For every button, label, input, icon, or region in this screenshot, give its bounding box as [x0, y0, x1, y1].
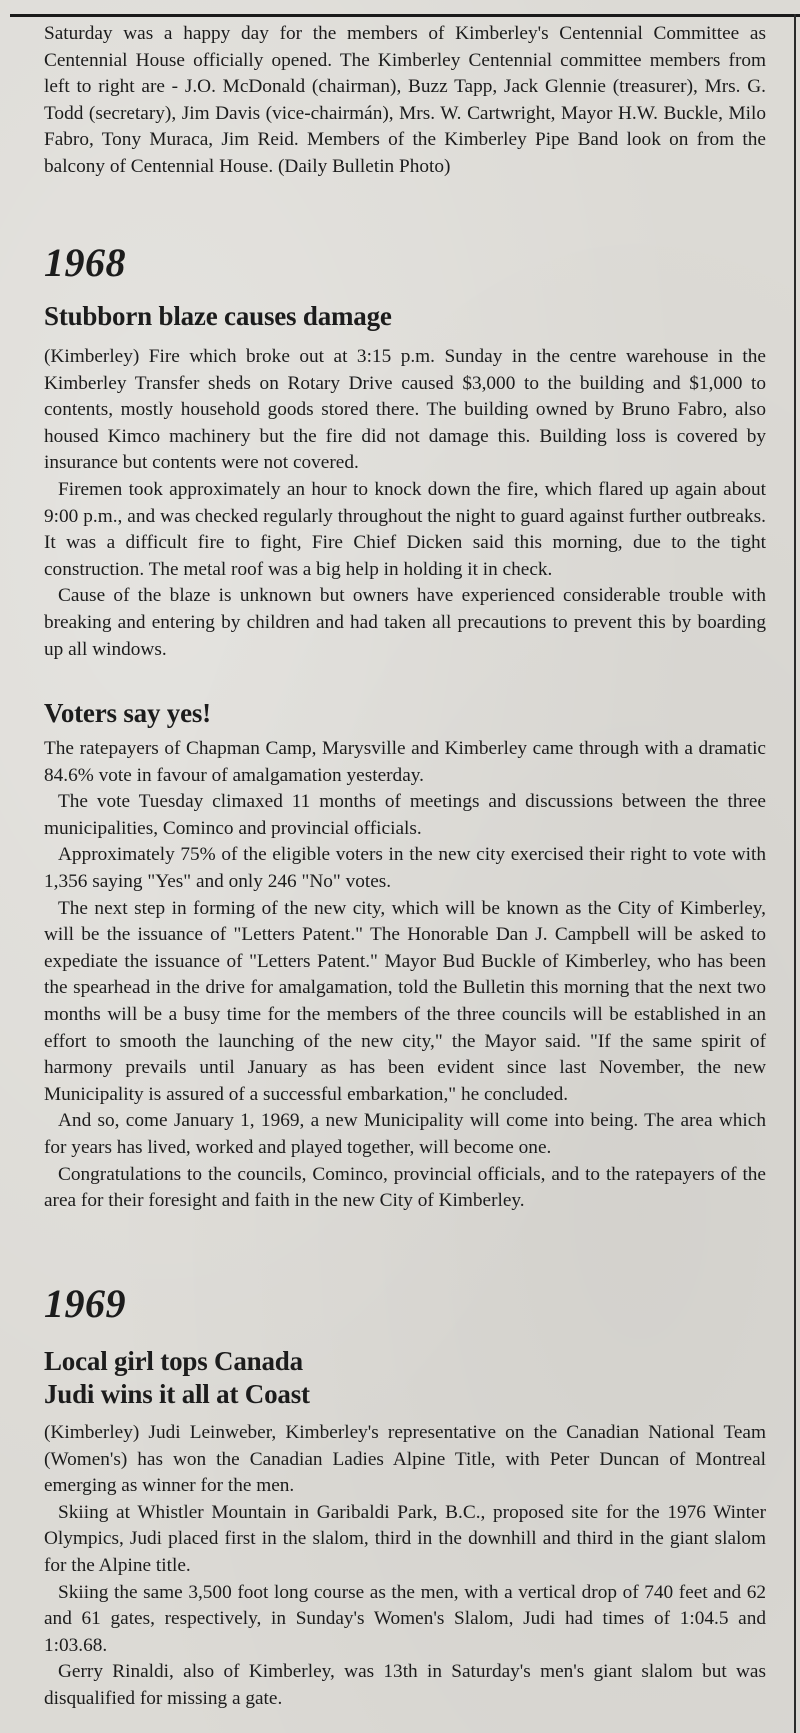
article-paragraph: The vote Tuesday climaxed 11 months of meetings and discussions between the three municipalities, Cominco and provincial officials. [44, 791, 766, 839]
article-paragraph: Skiing at Whistler Mountain in Garibaldi Park, B.C., proposed site for the 1976 Winter Olympics, Judi placed first in the slalom, third in the downhill and third in the giant slalom for the Alpine title. [44, 1501, 766, 1576]
article-stubborn-blaze [44, 344, 766, 663]
right-column-rule [794, 14, 796, 1733]
article-paragraph: The next step in forming of the new city, which will be known as the City of Kimberley, will be the issuance of "Letters Patent." The Honorable Dan J. Campbell will be asked to expediate the issuance of "Letters Patent." Mayor Bud Buckle of Kimberley, who has been the spearhead in the drive for amalgamation, told the Bulletin this morning that the next two months will be a busy time for the members of the three councils will be established in an effort to smooth the launching of the new city," the Mayor said. "If the same spirit of harmony prevails until January as has been evident since last November, the new Municipality is assured of a successful embarkation," he concluded. [44, 897, 766, 1105]
year-heading-1969: 1969 [44, 1281, 126, 1326]
article-paragraph: Gerry Rinaldi, also of Kimberley, was 13th in Saturday's men's giant slalom but was disqualified for missing a gate. [44, 1661, 766, 1709]
article-paragraph: (Kimberley) Fire which broke out at 3:15 p.m. Sunday in the centre warehouse in the Kimberley Transfer sheds on Rotary Drive caused $3,000 to the building and $1,000 to contents, mostly household goods stored there. The building owned by Bruno Fabro, also housed Kimco machinery but the fire did not damage this. Building loss is covered by insurance but contents were not covered. [44, 346, 766, 474]
headline-stubborn-blaze: Stubborn blaze causes damage [44, 301, 392, 331]
article-paragraph: The ratepayers of Chapman Camp, Marysville and Kimberley came through with a dramatic 84.6% vote in favour of amalgamation yesterday. [44, 738, 766, 786]
top-rule [10, 14, 800, 17]
headline-judi-wins-it-all: Judi wins it all at Coast [44, 1379, 310, 1409]
article-voters-say-yes [44, 736, 766, 1215]
article-paragraph: Cause of the blaze is unknown but owners have experienced considerable trouble with breaking and entering by children and had taken all precautions to prevent this by boarding up all windows. [44, 585, 766, 660]
article-paragraph: And so, come January 1, 1969, a new Municipality will come into being. The area which for years has lived, worked and played together, will become one. [44, 1110, 766, 1158]
article-local-girl-tops-canada [44, 1420, 766, 1713]
article-paragraph: Congratulations to the councils, Cominco, provincial officials, and to the ratepayers of the area for their foresight and faith in the new City of Kimberley. [44, 1163, 766, 1212]
article-paragraph: Skiing the same 3,500 foot long course as the men, with a vertical drop of 740 feet and 62 and 61 gates, respectively, in Sunday's Women's Slalom, Judi had times of 1:04.5 and 1:03.68. [44, 1581, 766, 1656]
headline-local-girl-tops-canada: Local girl tops Canada [44, 1346, 303, 1376]
photo-caption: Saturday was a happy day for the members of Kimberley's Centennial Committee as Centennial House officially opened. The Kimberley Centennial committee members from left to right are - J.O. McDonald (chairman), Buzz Tapp, Jack Glennie (treasurer), Mrs. G. Todd (secretary), Jim Davis (vice-chairmán), Mrs. W. Cartwright, Mayor H.W. Buckle, Milo Fabro, Tony Muraca, Jim Reid. Members of the Kimberley Pipe Band look on from the balcony of Centennial House. (Daily Bulletin Photo) [44, 23, 766, 177]
year-heading-1968: 1968 [44, 240, 126, 285]
article-paragraph: (Kimberley) Judi Leinweber, Kimberley's representative on the Canadian National Team (Women's) has won the Canadian Ladies Alpine Title, with Peter Duncan of Montreal emerging as winner for the men. [44, 1422, 766, 1497]
headline-voters-say-yes: Voters say yes! [44, 698, 211, 728]
article-paragraph: Firemen took approximately an hour to knock down the fire, which flared up again about 9:00 p.m., and was checked regularly throughout the night to guard against further outbreaks. It was a difficult fire to fight, Fire Chief Dicken said this morning, due to the tight construction. The metal roof was a big help in holding it in check. [44, 478, 766, 580]
article-paragraph: Approximately 75% of the eligible voters in the new city exercised their right to vote with 1,356 saying "Yes" and only 246 "No" votes. [44, 844, 766, 892]
